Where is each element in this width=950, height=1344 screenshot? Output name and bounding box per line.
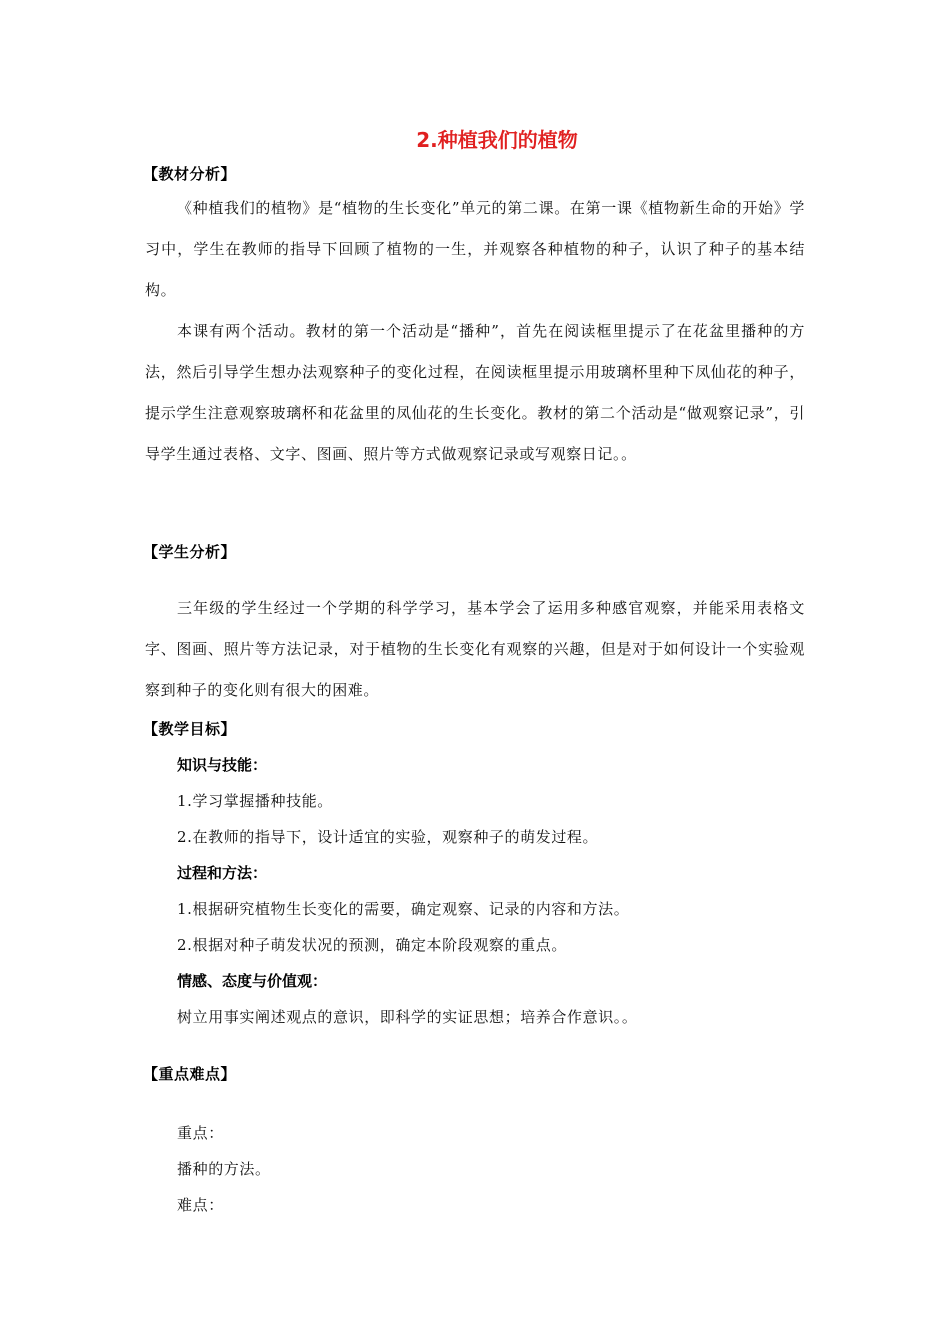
student-analysis-paragraph: 三年级的学生经过一个学期的科学学习，基本学会了运用多种感官观察，并能采用表格文字、图画、照片等方法记录，对于植物的生长变化有观察的兴趣，但是对于如何设计一个实验观察到种子的变化则有很大的困难。 bbox=[145, 599, 805, 699]
section-heading-material-analysis: 【教材分析】 bbox=[143, 165, 237, 183]
process-item-1: 1.根据研究植物生长变化的需要，确定观察、记录的内容和方法。 bbox=[177, 900, 630, 918]
material-analysis-paragraph-1: 《种植我们的植物》是“植物的生长变化”单元的第二课。在第一课《植物新生命的开始》学习中，学生在教师的指导下回顾了植物的一生，并观察各种植物的种子，认识了种子的基本结构。 bbox=[145, 199, 805, 299]
knowledge-item-2: 2.在教师的指导下，设计适宜的实验，观察种子的萌发过程。 bbox=[177, 828, 599, 846]
page-title: 2.种植我们的植物 bbox=[416, 128, 578, 152]
process-item-2: 2.根据对种子萌发状况的预测，确定本阶段观察的重点。 bbox=[177, 936, 567, 954]
subheading-process-methods: 过程和方法： bbox=[177, 864, 268, 882]
subheading-emotion-values: 情感、态度与价值观： bbox=[177, 972, 328, 990]
key-point-label: 重点： bbox=[177, 1124, 224, 1142]
section-heading-key-difficult-points: 【重点难点】 bbox=[143, 1065, 237, 1083]
material-analysis-paragraph-2: 本课有两个活动。教材的第一个活动是“播种”，首先在阅读框里提示了在花盆里播种的方法，然后引导学生想办法观察种子的变化过程，在阅读框里提示用玻璃杯里种下凤仙花的种子，提示学生注意观察玻璃杯和花盆里的凤仙花的生长变化。教材的第二个活动是“做观察记录”，引导学生通过表格、文字、图画、照片等方式做观察记录或写观察日记。。 bbox=[145, 322, 805, 463]
key-point-text: 播种的方法。 bbox=[177, 1160, 271, 1178]
section-heading-teaching-goals: 【教学目标】 bbox=[143, 720, 237, 738]
difficult-point-label: 难点： bbox=[177, 1196, 224, 1214]
emotion-item-1: 树立用事实阐述观点的意识，即科学的实证思想；培养合作意识。。 bbox=[177, 1008, 638, 1026]
subheading-knowledge-skills: 知识与技能： bbox=[177, 756, 268, 774]
knowledge-item-1: 1.学习掌握播种技能。 bbox=[177, 792, 333, 810]
section-heading-student-analysis: 【学生分析】 bbox=[143, 543, 237, 561]
